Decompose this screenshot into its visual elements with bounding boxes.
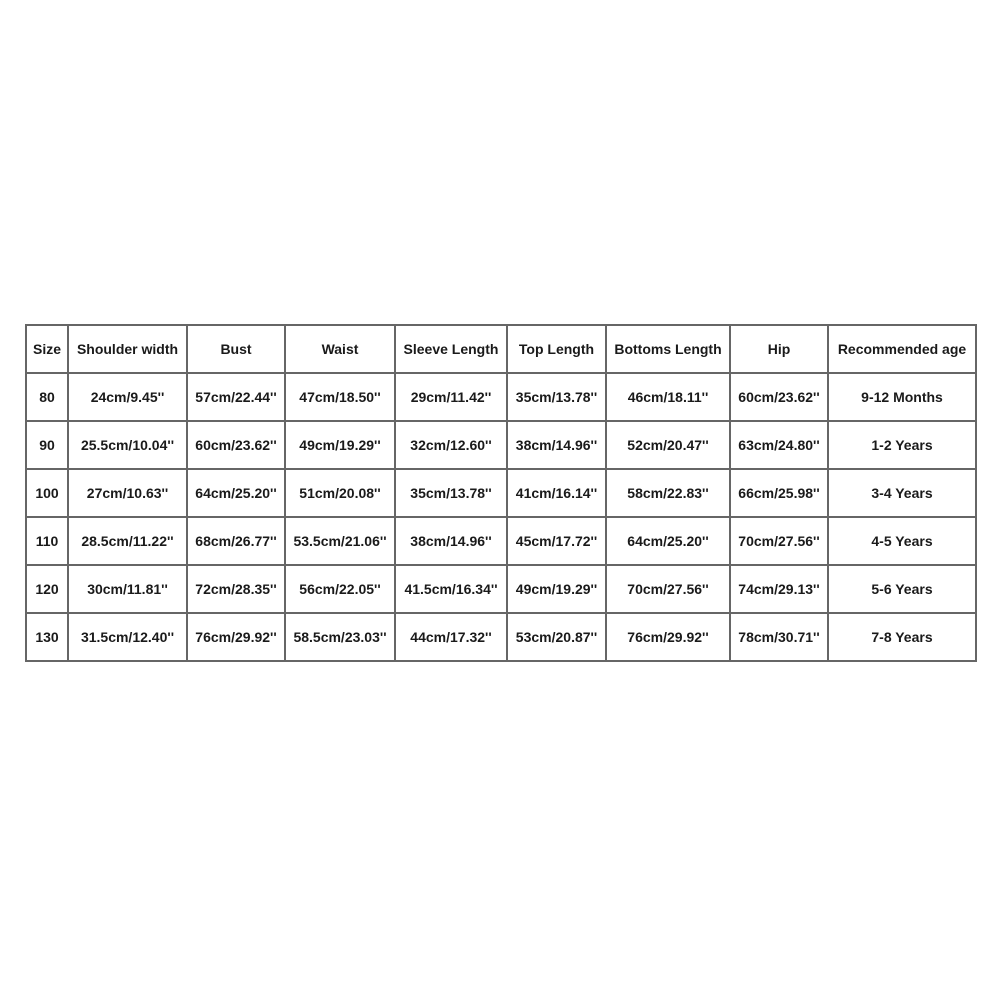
cell-sleeve-length: 44cm/17.32'' [395,613,507,661]
cell-shoulder-width: 24cm/9.45'' [68,373,187,421]
cell-bust: 72cm/28.35'' [187,565,285,613]
cell-shoulder-width: 25.5cm/10.04'' [68,421,187,469]
header-bottoms-length: Bottoms Length [606,325,730,373]
table-row [26,469,976,517]
table-row [26,373,976,421]
cell-bottoms-length: 64cm/25.20'' [606,517,730,565]
cell-hip: 78cm/30.71'' [730,613,828,661]
cell-top-length: 53cm/20.87'' [507,613,606,661]
cell-waist: 56cm/22.05'' [285,565,395,613]
cell-shoulder-width: 28.5cm/11.22'' [68,517,187,565]
cell-recommended-age: 7-8 Years [828,613,976,661]
cell-top-length: 49cm/19.29'' [507,565,606,613]
table-row [26,565,976,613]
header-size: Size [26,325,68,373]
cell-size: 90 [26,421,68,469]
cell-bottoms-length: 52cm/20.47'' [606,421,730,469]
cell-sleeve-length: 38cm/14.96'' [395,517,507,565]
cell-recommended-age: 4-5 Years [828,517,976,565]
cell-waist: 53.5cm/21.06'' [285,517,395,565]
cell-waist: 51cm/20.08'' [285,469,395,517]
cell-recommended-age: 9-12 Months [828,373,976,421]
cell-bust: 60cm/23.62'' [187,421,285,469]
header-sleeve-length: Sleeve Length [395,325,507,373]
cell-shoulder-width: 31.5cm/12.40'' [68,613,187,661]
cell-top-length: 45cm/17.72'' [507,517,606,565]
cell-bottoms-length: 58cm/22.83'' [606,469,730,517]
table-row [26,421,976,469]
cell-hip: 63cm/24.80'' [730,421,828,469]
cell-recommended-age: 1-2 Years [828,421,976,469]
header-recommended-age: Recommended age [828,325,976,373]
cell-sleeve-length: 41.5cm/16.34'' [395,565,507,613]
cell-bottoms-length: 76cm/29.92'' [606,613,730,661]
header-shoulder-width: Shoulder width [68,325,187,373]
cell-bottoms-length: 70cm/27.56'' [606,565,730,613]
cell-shoulder-width: 30cm/11.81'' [68,565,187,613]
cell-sleeve-length: 32cm/12.60'' [395,421,507,469]
header-row [26,325,976,373]
cell-size: 130 [26,613,68,661]
cell-size: 80 [26,373,68,421]
cell-sleeve-length: 29cm/11.42'' [395,373,507,421]
cell-top-length: 38cm/14.96'' [507,421,606,469]
header-bust: Bust [187,325,285,373]
cell-bust: 68cm/26.77'' [187,517,285,565]
cell-top-length: 35cm/13.78'' [507,373,606,421]
size-chart-table [25,324,977,662]
cell-waist: 47cm/18.50'' [285,373,395,421]
cell-bust: 76cm/29.92'' [187,613,285,661]
header-top-length: Top Length [507,325,606,373]
cell-hip: 70cm/27.56'' [730,517,828,565]
cell-size: 110 [26,517,68,565]
table-row [26,613,976,661]
cell-shoulder-width: 27cm/10.63'' [68,469,187,517]
cell-size: 100 [26,469,68,517]
header-waist: Waist [285,325,395,373]
cell-recommended-age: 5-6 Years [828,565,976,613]
cell-bust: 57cm/22.44'' [187,373,285,421]
cell-recommended-age: 3-4 Years [828,469,976,517]
cell-waist: 49cm/19.29'' [285,421,395,469]
header-hip: Hip [730,325,828,373]
cell-waist: 58.5cm/23.03'' [285,613,395,661]
cell-bottoms-length: 46cm/18.11'' [606,373,730,421]
cell-sleeve-length: 35cm/13.78'' [395,469,507,517]
table-row [26,517,976,565]
cell-hip: 60cm/23.62'' [730,373,828,421]
cell-size: 120 [26,565,68,613]
cell-top-length: 41cm/16.14'' [507,469,606,517]
cell-hip: 66cm/25.98'' [730,469,828,517]
cell-bust: 64cm/25.20'' [187,469,285,517]
cell-hip: 74cm/29.13'' [730,565,828,613]
